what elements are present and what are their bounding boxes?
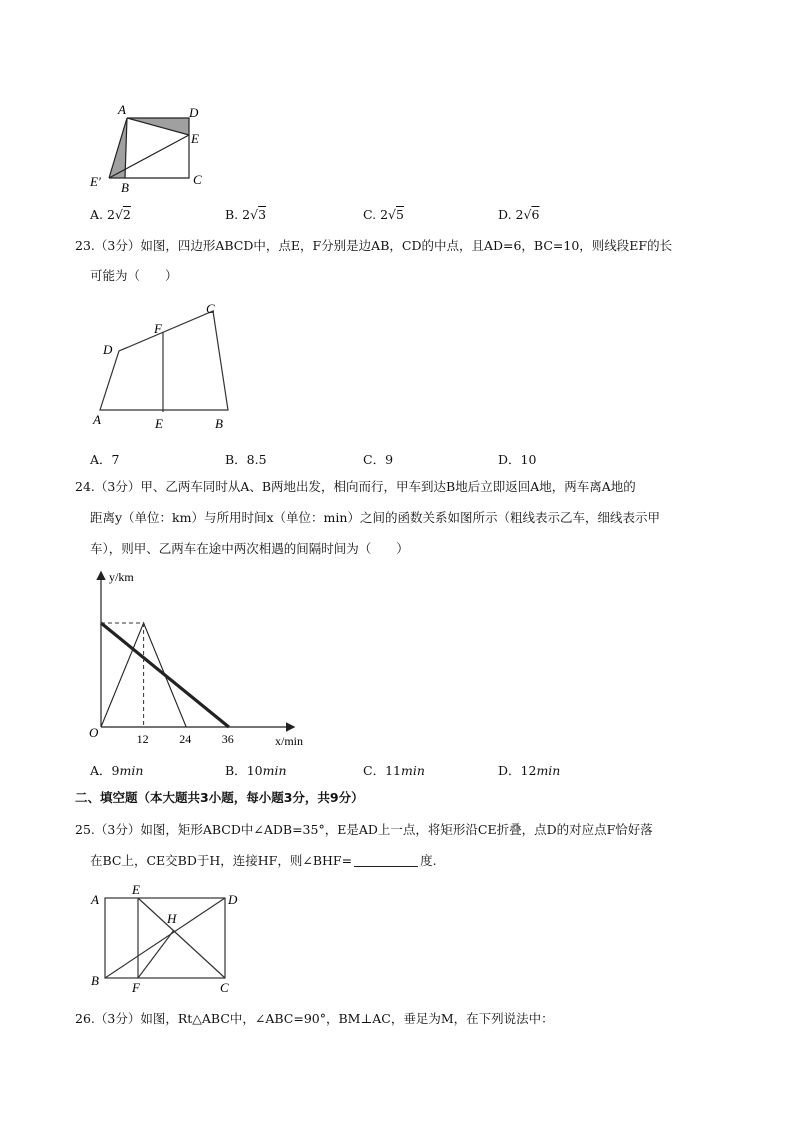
- q25-label-E: E: [132, 882, 140, 897]
- q22-label-Eprime: E′: [90, 174, 101, 189]
- section2-heading: 二、填空题（本大题共3小题，每小题3分，共9分）: [75, 790, 364, 805]
- q25-segment-FH: [138, 930, 174, 978]
- q25-label-C: C: [220, 980, 229, 994]
- q24-text-line3: 车），则甲、乙两车在途中两次相遇的间隔时间为（ ）: [90, 541, 409, 556]
- q23-label-F: F: [154, 321, 162, 336]
- q23-option-d: D．10: [498, 452, 537, 467]
- q23-label-E: E: [155, 416, 163, 431]
- q24-text-line2: 距离y（单位：km）与所用时间x（单位：min）之间的函数关系如图所示（粗线表示乙车，细线表示甲: [90, 510, 660, 525]
- q23-quadrilateral: [100, 311, 228, 410]
- q25-label-F: F: [132, 980, 140, 994]
- chart-x-tick-label-2: 24: [179, 732, 192, 746]
- q25-segment-EC: [138, 898, 225, 978]
- q24-option-c: C．11min: [363, 763, 425, 778]
- q22-figure: [85, 100, 215, 195]
- q23-label-C: C: [206, 301, 215, 316]
- q22-label-B: B: [121, 180, 129, 195]
- q23-label-B: B: [215, 416, 223, 431]
- q25-diagonal-BD: [105, 898, 225, 978]
- q22-option-d: D. 2√6: [498, 207, 540, 222]
- q23-option-b: B．8.5: [225, 452, 267, 467]
- q23-figure: [85, 298, 245, 436]
- q25-figure: [85, 882, 245, 994]
- q25-text-line2: 在BC上，CE交BD于H，连接HF，则∠BHF= 度.: [90, 853, 437, 868]
- q23-option-a: A．7: [90, 452, 120, 467]
- q24-option-b: B．10min: [225, 763, 287, 778]
- q23-text-line2: 可能为（ ）: [90, 268, 178, 283]
- q24-option-a: A．9min: [90, 763, 144, 778]
- q23-label-A: A: [93, 412, 101, 427]
- q24-chart: [85, 565, 325, 750]
- q25-label-B: B: [91, 973, 99, 988]
- q22-label-E: E: [191, 131, 199, 146]
- chart-origin-label: O: [89, 725, 99, 740]
- q22-option-a: A. 2√2: [90, 207, 131, 222]
- q24-option-d: D．12min: [498, 763, 561, 778]
- q23-label-D: D: [103, 342, 113, 357]
- q22-option-b: B. 2√3: [225, 207, 267, 222]
- q25-label-H: H: [167, 911, 177, 926]
- q23-option-c: C．9: [363, 452, 394, 467]
- q23-text-line1: 23.（3分）如图，四边形ABCD中，点E，F分别是边AB，CD的中点，且AD=6，BC=10，则线段EF的长: [75, 238, 673, 253]
- q25-text-line1: 25.（3分）如图，矩形ABCD中∠ADB=35°，E是AD上一点，将矩形沿CE折叠，点D的对应点F恰好落: [75, 822, 653, 837]
- chart-x-tick-label-3: 36: [221, 732, 234, 746]
- q25-label-D: D: [228, 892, 238, 907]
- q22-label-D: D: [189, 105, 199, 120]
- q25-answer-blank: [354, 866, 418, 867]
- q22-option-c: C. 2√5: [363, 207, 404, 222]
- q22-label-A: A: [118, 102, 126, 117]
- chart-y-label: y/km: [109, 570, 134, 584]
- q26-text-line1: 26.（3分）如图，Rt△ABC中，∠ABC=90°，BM⊥AC，垂足为M，在下列说法中：: [75, 1011, 554, 1026]
- q22-label-C: C: [193, 172, 202, 187]
- q24-text-line1: 24.（3分）甲、乙两车同时从A、B两地出发，相向而行，甲车到达B地后立即返回A地，两车离A地的: [75, 479, 636, 494]
- chart-x-tick-label-1: 12: [136, 732, 149, 746]
- q25-label-A: A: [91, 892, 99, 907]
- chart-x-label: x/min: [275, 734, 304, 748]
